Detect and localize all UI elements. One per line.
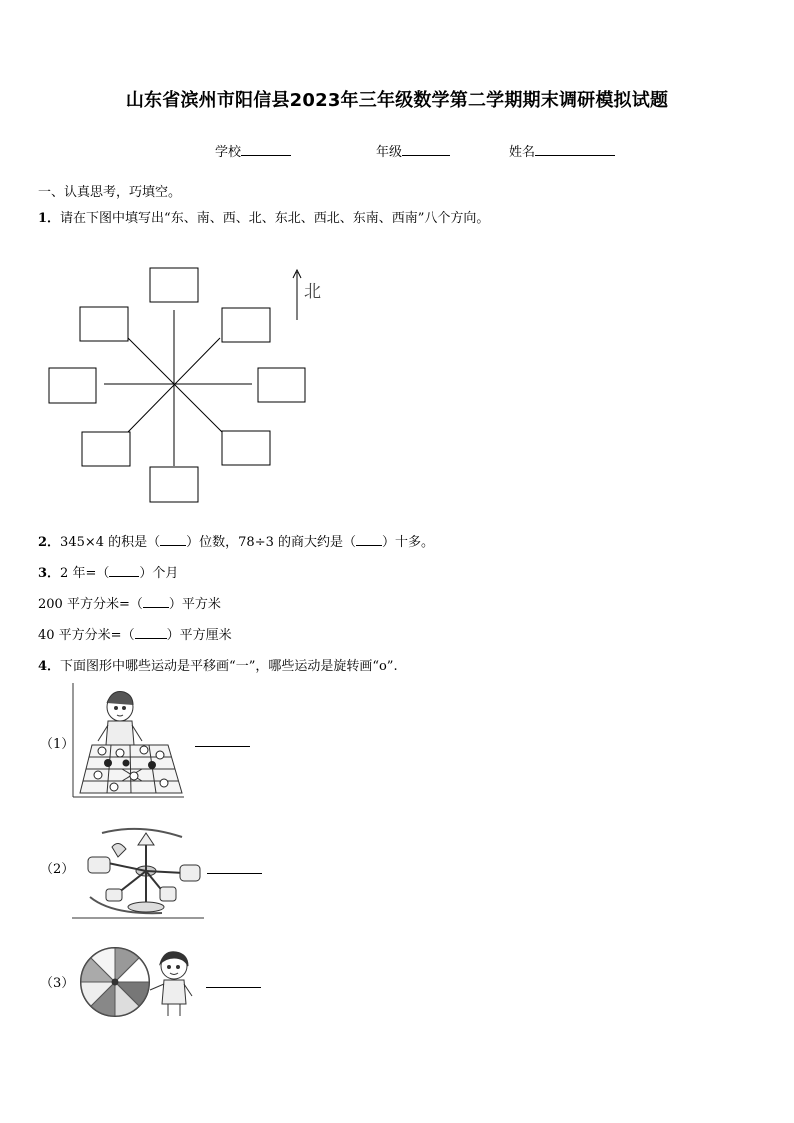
question-3-line-3	[38, 624, 232, 643]
item-3-answer-line[interactable]	[206, 987, 261, 988]
answer-box-top-right[interactable]	[222, 308, 270, 342]
answer-box-top[interactable]	[150, 268, 198, 302]
question-3-line-1	[38, 562, 178, 581]
item-1-label: （1）	[40, 737, 75, 752]
question-4-text: 下面图形中哪些运动是平移画“一”，哪些运动是旋转画“o”.	[60, 659, 398, 674]
answer-blank[interactable]	[135, 626, 167, 639]
answer-blank[interactable]	[160, 533, 186, 546]
name-field	[509, 141, 615, 160]
question-number: 3．	[38, 566, 61, 581]
question-number: 4．	[38, 659, 61, 674]
item-1-answer-line[interactable]	[195, 746, 250, 747]
question-number: 2．	[38, 535, 61, 550]
question-3-line-1-pre: 2 年=（	[60, 566, 110, 581]
grade-field	[376, 141, 450, 160]
name-blank[interactable]	[535, 141, 615, 156]
question-2	[38, 531, 434, 550]
question-2-text-a: 345×4 的积是（	[60, 535, 161, 550]
item-2-label: （2）	[40, 862, 75, 877]
question-3-line-2-pre: 200 平方分米=（	[38, 597, 143, 612]
girl-with-spinning-wheel-picture	[78, 944, 206, 1024]
question-1-text: 请在下图中填写出“东、南、西、北、东北、西北、东南、西南”八个方向。	[60, 211, 490, 226]
answer-box-right[interactable]	[258, 368, 305, 402]
answer-box-bottom-right[interactable]	[222, 431, 270, 465]
page-title: 山东省滨州市阳信县2023年三年级数学第二学期期末调研模拟试题	[125, 90, 669, 111]
answer-blank[interactable]	[109, 564, 139, 577]
school-blank[interactable]	[241, 141, 291, 156]
question-2-text-b: ）位数，78÷3 的商大约是（	[186, 535, 356, 550]
item-3-label: （3）	[40, 976, 75, 991]
question-4	[38, 655, 398, 674]
north-arrow-head	[293, 270, 301, 278]
name-label: 姓名	[509, 145, 536, 160]
answer-box-bottom-left[interactable]	[82, 432, 130, 466]
section-heading: 一、认真思考，巧填空。	[38, 185, 182, 200]
question-3-line-3-pre: 40 平方分米=（	[38, 628, 135, 643]
grade-label: 年级	[376, 145, 403, 160]
diagonal-ne-sw	[128, 338, 220, 432]
grade-blank[interactable]	[402, 141, 450, 156]
question-3-line-3-post: ）平方厘米	[166, 628, 232, 643]
question-3-line-2-post: ）平方米	[168, 597, 221, 612]
question-3-line-1-post: ）个月	[139, 566, 179, 581]
school-field	[215, 141, 291, 160]
answer-box-left[interactable]	[49, 368, 96, 403]
question-number: 1．	[38, 211, 61, 226]
answer-box-top-left[interactable]	[80, 307, 128, 341]
question-3-line-2	[38, 593, 221, 612]
answer-box-bottom[interactable]	[150, 467, 198, 502]
answer-blank[interactable]	[143, 595, 169, 608]
diagonal-nw-se	[128, 338, 222, 432]
boy-playing-chess-picture	[72, 683, 192, 801]
north-label: 北	[304, 282, 321, 302]
answer-blank[interactable]	[356, 533, 382, 546]
question-2-text-c: ）十多。	[382, 535, 435, 550]
school-label: 学校	[215, 145, 242, 160]
item-2-answer-line[interactable]	[207, 873, 262, 874]
question-1	[38, 207, 489, 226]
rotating-swing-ride-picture	[72, 827, 208, 919]
